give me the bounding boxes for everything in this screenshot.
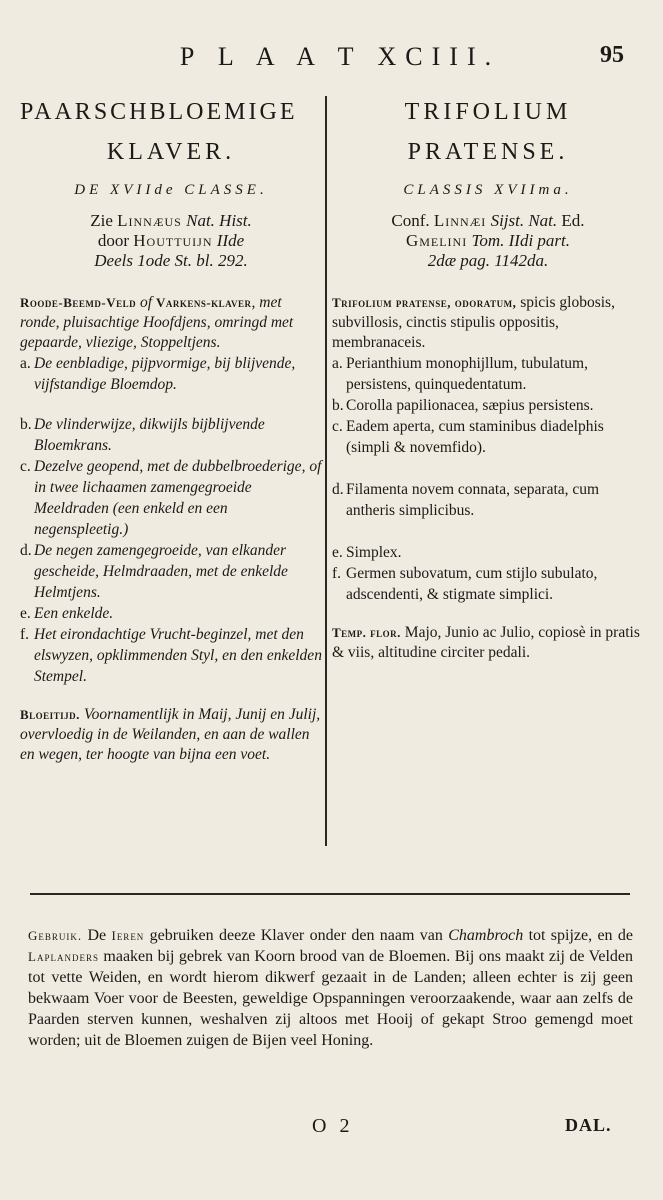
page-number: 95 [600,42,624,68]
dutch-item-b: b. De vlinderwijze, dikwijls bijblijvende Bloemkrans. [20,416,265,454]
dutch-intro-of: of [140,294,153,311]
horizontal-rule [30,893,630,895]
plate-title: P L A A T XCIII. [179,42,501,71]
ref-work: Nat. Hist. [186,211,252,230]
latin-item-d: d. Filamenta novem connata, separata, cum antheris simplicibus. [332,481,600,519]
latin-item-b: b. Corolla papilionacea, sæpius persistens. [332,397,594,414]
latin-item-e: e. Simplex. [332,544,402,561]
ref-pag: 2dæ pag. 1142da. [427,251,549,270]
dutch-flowering-label: Bloeitijd. [20,707,80,722]
latin-intro-name: Trifolium pratense, odoratum, [332,295,517,310]
dutch-item-f: f. Het eirondachtige Vrucht-beginzel, met den elswyzen, opklimmenden Styl, en den enkelden Stempel. [20,626,322,685]
ref-line3: Deels 1ode St. bl. 292. [94,251,248,270]
ref-gmelini: Gmelini [405,231,468,250]
ref-conf: Conf. [391,211,430,230]
dutch-item-a: a. De eenbladige, pijpvormige, bij blijvende, vijfstandige Bloemdop. [20,355,296,393]
latin-title-line1: TRIFOLIUM [404,99,572,125]
ref-line2-author: Houttuijn [133,231,213,250]
dutch-reference [20,211,322,271]
dutch-intro-name2: Varkens-klaver [155,295,252,310]
latin-flowering-label: Temp. flor. [332,625,401,640]
ref-line2-post: IIde [216,231,245,250]
usage-paragraph: Gebruik. De Ieren gebruiken deeze Klaver onder den naam van Chambroch tot spijze, en de Laplanders maaken bij gebrek van Koorn brood van de Bloemen. Bij ons maakt zij de Velden tot vette Weiden, en wordt hierom dikwerf gezaait in de Landen; alleen echter is zij geen bekwaam Voer voor de Beesten, geweldige Opspanningen veroorzaakende, waar aan zelfs de Paarden sterven kunnen, weshalven zij altoos met Hooij of gekapt Stroo gemengd moet worden; uit de Bloemen zuigen de Bijen veel Honing. [28,927,634,1049]
dutch-item-d: d. De negen zamengegroeide, van elkander gescheide, Helmdraaden, met de enkelde Helmtjens. [20,542,288,601]
catchword: DAL. [565,1115,612,1135]
dutch-item-e: e. Een enkelde. [20,605,114,622]
latin-item-f: f. Germen subovatum, cum stijlo subulato, adscendenti, & stigmate simplici. [332,565,598,603]
dutch-intro [20,293,322,353]
ref-ed: Ed. [561,211,585,230]
dutch-intro-text: , met ronde, pluisachtige Hoofdjens, omringd met gepaarde, vliezige, Stoppeltjens. [20,294,294,351]
dutch-title-line2: KLAVER. [106,139,236,165]
latin-title-line2: PRATENSE. [407,139,569,165]
ref-tom: Tom. IIdi part. [471,231,571,250]
dutch-item-c: c. Dezelve geopend, met de dubbelbroederige, of in twee lichaamen zamengegroeide Meeldraden (een enkeld en een negenspleetig.) [20,458,322,538]
latin-flowering [332,623,644,663]
column-divider [325,96,327,846]
signature-mark: O 2 [312,1115,354,1137]
latin-flowering-text: Majo, Junio ac Julio, copiosè in pratis & viis, altitudine circiter pedali. [332,624,640,661]
latin-intro [332,293,644,353]
ref-line2-pre: door [97,231,129,250]
latin-intro-text: spicis globosis, subvillosis, cinctis stipulis oppositis, membranaceis. [332,294,615,351]
ref-prefix: Zie [90,211,113,230]
latin-column [332,92,644,663]
dutch-item-list [20,353,322,687]
dutch-intro-name: Roode-Beemd-Veld [20,295,137,310]
latin-item-a: a. Perianthium monophijllum, tubulatum, persistens, quinquedentatum. [332,355,588,393]
latin-item-list [332,353,644,605]
dutch-class-line: DE XVIIde CLASSE. [74,182,268,198]
ref-linnaei: Linnæi [433,211,487,230]
dutch-flowering-text: Voornamentlijk in Maij, Junij en Julij, overvloedig in de Weilanden, en aan de wallen en wegen, ter hoogte van bijna een voet. [20,706,321,763]
latin-class-line: CLASSIS XVIIma. [403,182,573,198]
ref-author: Linnæus [117,211,182,230]
usage-label: Gebruik. [28,928,83,943]
dutch-column [20,92,322,765]
latin-reference [332,211,644,271]
dutch-flowering [20,705,322,765]
latin-item-c: c. Eadem aperta, cum staminibus diadelphis (simpli & novemfido). [332,418,604,456]
ref-sijst: Sijst. Nat. [490,211,558,230]
dutch-title-line1: PAARSCHBLOEMIGE [20,99,298,125]
